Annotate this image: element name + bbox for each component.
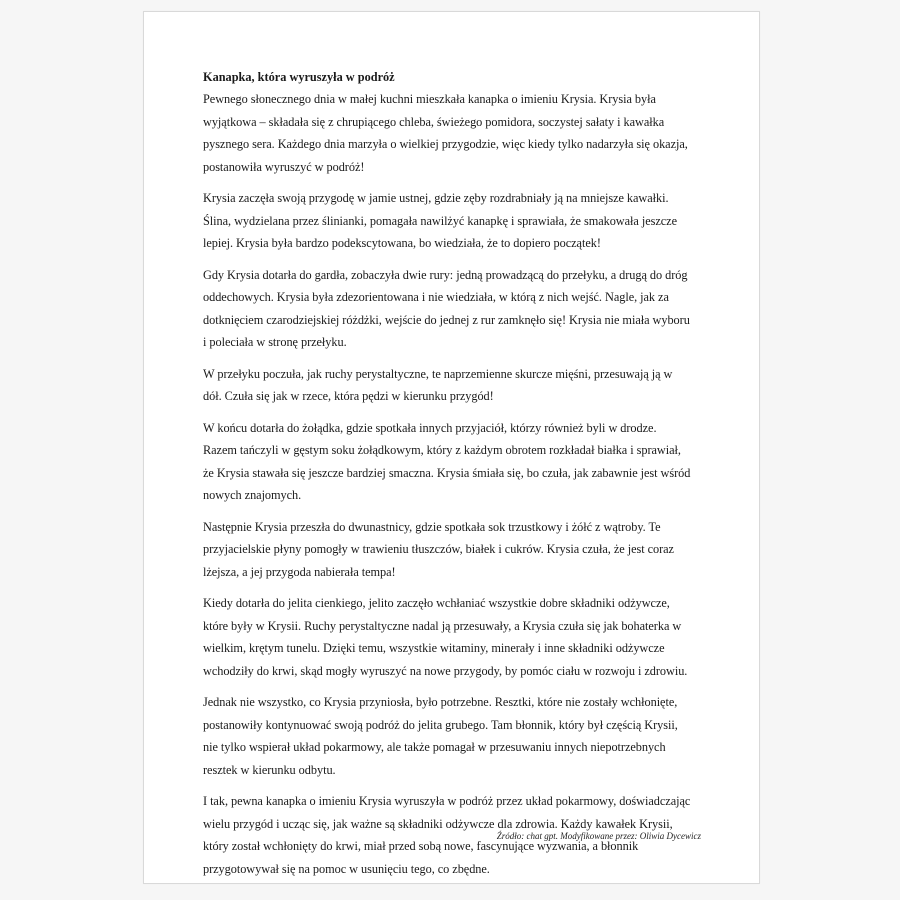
text-line: wielkim, krętym tunelu. Dzięki temu, wszystkie witaminy, minerały i inne składniki odżywcze bbox=[203, 641, 665, 655]
text-line: dół. Czuła się jak w rzece, która pędzi w kierunku przygód! bbox=[203, 389, 494, 403]
text-line: Krysia zaczęła swoją przygodę w jamie ustnej, gdzie zęby rozdrabniały ją na mniejsze kawałki. bbox=[203, 191, 669, 205]
text-line: resztek w kierunku odbytu. bbox=[203, 762, 336, 777]
paragraph bbox=[203, 417, 703, 507]
text-line: Ślina, wydzielana przez ślinianki, pomagała nawilżyć kanapkę i sprawiała, że smakowała jeszcze bbox=[203, 213, 677, 228]
text-line: przygotowywał się na pomoc w usunięciu tego, co zbędne. bbox=[203, 861, 490, 876]
text-line: nie tylko wspierał układ pokarmowy, ale także pomagał w przesuwaniu innych niepotrzebnych bbox=[203, 740, 666, 754]
story-body bbox=[203, 88, 703, 880]
text-line: Następnie Krysia przeszła do dwunastnicy, gdzie spotkała sok trzustkowy i żółć z wątroby. Te bbox=[203, 519, 661, 534]
text-line: który został wchłonięty do krwi, miał przed sobą nowe, fascynujące wyzwania, a błonnik bbox=[203, 839, 639, 853]
text-line: Pewnego słonecznego dnia w małej kuchni mieszkała kanapka o imieniu Krysia. Krysia była bbox=[203, 92, 656, 106]
document-content bbox=[203, 67, 703, 889]
text-line: nowych znajomych. bbox=[203, 488, 302, 502]
text-line: przyjacielskie płyny pomogły w trawieniu tłuszczów, białek i cukrów. Krysia czuła, że jest coraz bbox=[203, 542, 674, 556]
text-line: że Krysia stawała się jeszcze bardziej smaczna. Krysia śmiała się, bo czuła, jak zabawnie jest wśród bbox=[203, 465, 691, 480]
story-title: Kanapka, która wyruszyła w podróż bbox=[203, 70, 395, 84]
text-line: postanowiła wyruszyć w podróż! bbox=[203, 159, 365, 174]
text-line: wchodziły do krwi, skąd mogły wyruszyć na nowe przygody, by pomóc ciału w rozwoju i zdrowiu. bbox=[203, 663, 688, 678]
paragraph bbox=[203, 363, 703, 408]
paragraph bbox=[203, 691, 703, 781]
text-line: lepiej. Krysia była bardzo podekscytowana, bo wiedziała, że to dopiero początek! bbox=[203, 236, 601, 250]
text-line: Razem tańczyli w gęstym soku żołądkowym, który z każdym obrotem rozkładał białka i sprawiał, bbox=[203, 443, 681, 457]
text-line: I tak, pewna kanapka o imieniu Krysia wyruszyła w podróż przez układ pokarmowy, doświadczając bbox=[203, 794, 691, 808]
document-page bbox=[143, 11, 760, 884]
text-line: Jednak nie wszystko, co Krysia przyniosła, było potrzebne. Resztki, które nie zostały wchłonięte, bbox=[203, 695, 678, 709]
text-line: i poleciała w stronę przełyku. bbox=[203, 335, 347, 349]
text-line: lżejsza, a jej przygoda nabierała tempa! bbox=[203, 564, 396, 579]
source-attribution: Źródło: chat gpt. Modyfikowane przez: Oliwia Dycewicz bbox=[496, 831, 701, 841]
text-line: które były w Krysii. Ruchy perystaltyczne nadal ją przesuwały, a Krysia czuła się jak bohaterka w bbox=[203, 618, 682, 633]
paragraph bbox=[203, 516, 703, 584]
text-line: pysznego sera. Każdego dnia marzyła o wielkiej przygodzie, więc kiedy tylko nadarzyła się okazja, bbox=[203, 137, 688, 151]
paragraph bbox=[203, 592, 703, 682]
text-line: oddechowych. Krysia była zdezorientowana i nie wiedziała, w którą z nich wejść. Nagle, jak za bbox=[203, 290, 669, 304]
text-line: Kiedy dotarła do jelita cienkiego, jelito zaczęło wchłaniać wszystkie dobre składniki odżywcze, bbox=[203, 596, 670, 610]
paragraph bbox=[203, 88, 703, 178]
text-line: Gdy Krysia dotarła do gardła, zobaczyła dwie rury: jedną prowadzącą do przełyku, a drugą do dróg bbox=[203, 267, 688, 282]
text-line: W przełyku poczuła, jak ruchy perystaltyczne, te naprzemienne skurcze mięśni, przesuwają ją w bbox=[203, 366, 673, 381]
text-line: dotknięciem czarodziejskiej różdżki, wejście do jednej z rur zamknęło się! Krysia nie miała wyboru bbox=[203, 312, 690, 327]
paragraph bbox=[203, 187, 703, 255]
text-line: W końcu dotarła do żołądka, gdzie spotkała innych przyjaciół, którzy również byli w drodze. bbox=[203, 420, 657, 435]
paragraph bbox=[203, 264, 703, 354]
text-line: wielu przygód i ucząc się, jak ważne są składniki odżywcze dla zdrowia. Każdy kawałek Krysii, bbox=[203, 816, 673, 831]
text-line: postanowiły kontynuować swoją podróż do jelita grubego. Tam błonnik, który był częścią Krysii, bbox=[203, 717, 678, 732]
text-line: wyjątkowa – składała się z chrupiącego chleba, świeżego pomidora, soczystej sałaty i kawałka bbox=[203, 114, 665, 129]
